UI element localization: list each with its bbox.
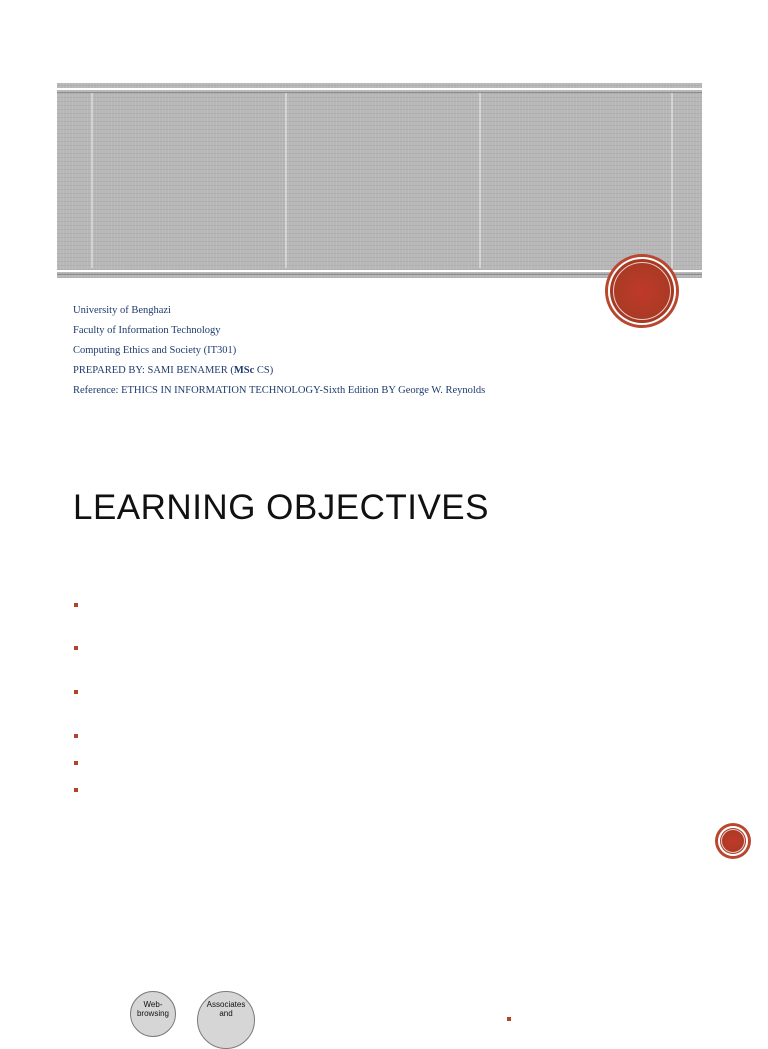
title-banner [57,83,702,278]
course-name: Computing Ethics and Society (IT301) [73,345,237,356]
degree-label: MSc [233,365,255,376]
reference-line: Reference: ETHICS IN INFORMATION TECHNOLOGY-Sixth Edition BY George W. Reynolds [73,385,486,396]
node-label: Web- browsing [136,1000,169,1018]
prepared-by [73,361,485,381]
diagram-node-associates [197,991,255,1049]
banner-seam [671,93,673,268]
prepared-by-suffix: CS) [254,365,274,376]
banner-seam [479,93,481,268]
node-label: Associates and [206,1000,246,1018]
banner-seam [285,93,287,268]
ornament-ring [613,262,671,320]
bullet-marker [74,603,78,607]
bullet-marker [507,1017,511,1021]
banner-bottom-stripe [57,270,702,272]
bullet-marker [74,761,78,765]
university-name: University of Benghazi [73,305,171,316]
bullet-marker [74,788,78,792]
banner-bottom-line [57,274,702,275]
bullet-marker [74,646,78,650]
diagram-node-web-browsing [130,991,176,1037]
title-info-block [73,301,485,401]
prepared-by-prefix: PREPARED BY: SAMI BENAMER ( [73,365,234,376]
banner-top-line [57,92,702,93]
slide-title: LEARNING OBJECTIVES [73,488,489,527]
bullet-marker [74,690,78,694]
decorative-circle-ornament [608,257,676,325]
banner-seam [91,93,93,268]
banner-top-stripe [57,88,702,90]
decorative-circle-ornament-small [718,826,748,856]
ornament-ring [721,829,745,853]
bullet-marker [74,734,78,738]
faculty-name: Faculty of Information Technology [73,325,221,336]
